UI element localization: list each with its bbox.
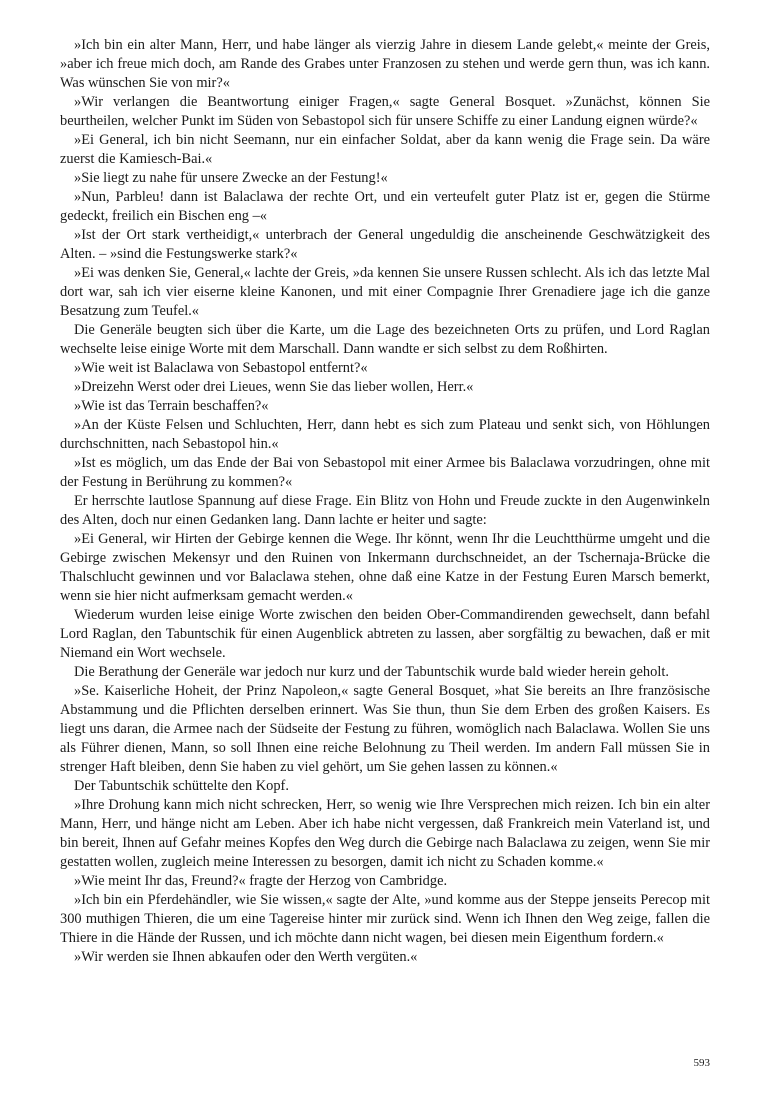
- page-body: [60, 36, 710, 967]
- paragraph: »An der Küste Felsen und Schluchten, Herr, dann hebt es sich zum Plateau und senkt sich, von Höhlungen durchschnitten, nach Sebastopol hin.«: [60, 417, 710, 452]
- paragraph: »Se. Kaiserliche Hoheit, der Prinz Napoleon,« sagte General Bosquet, »hat Sie bereits an Ihre französische Abstammung und die Pflichten derselben erinnert. Was Sie thun, thun Sie dem Erben des großen Kaisers. Es liegt uns daran, die Armee nach der Südseite der Festung zu führen, womöglich nach Balaclawa. Wollen Sie uns als Führer dienen, Mann, so soll Ihnen eine reiche Belohnung zu Theil werden. Im andern Fall müssen Sie in strenger Haft bleiben, denn Sie haben zu viel gehört, um Sie gehen lassen zu können.«: [60, 683, 710, 775]
- paragraph: »Nun, Parbleu! dann ist Balaclawa der rechte Ort, und ein verteufelt guter Platz ist er, gegen die Stürme gedeckt, freilich ein Bischen eng –«: [60, 189, 710, 224]
- paragraph: Wiederum wurden leise einige Worte zwischen den beiden Ober-Commandirenden gewechselt, dann befahl Lord Raglan, den Tabuntschik für einen Augenblick abtreten zu lassen, aber sorgfältig zu bewachen, daß er mit Niemand ein Wort wechsele.: [60, 607, 710, 661]
- paragraph: »Ich bin ein alter Mann, Herr, und habe länger als vierzig Jahre in diesem Lande gelebt,« meinte der Greis, »aber ich freue mich doch, am Rande des Grabes unter Franzosen zu stehen und werde gern thun, was ich kann. Was wünschen Sie von mir?«: [60, 37, 710, 91]
- paragraph: »Dreizehn Werst oder drei Lieues, wenn Sie das lieber wollen, Herr.«: [74, 379, 474, 395]
- paragraph: »Wie weit ist Balaclawa von Sebastopol entfernt?«: [74, 360, 368, 376]
- paragraph: »Ist es möglich, um das Ende der Bai von Sebastopol mit einer Armee bis Balaclawa vorzudringen, ohne mit der Festung in Berührung zu kommen?«: [60, 455, 710, 490]
- paragraph: »Wie ist das Terrain beschaffen?«: [74, 398, 269, 414]
- paragraph: »Sie liegt zu nahe für unsere Zwecke an der Festung!«: [74, 170, 388, 186]
- paragraph: »Ihre Drohung kann mich nicht schrecken, Herr, so wenig wie Ihre Versprechen mich reizen. Ich bin ein alter Mann, Herr, und hänge nicht am Leben. Aber ich habe nicht vergessen, daß Frankreich mein Vaterland ist, und bin bereit, Ihnen auf Gefahr meines Kopfes den Weg durch die Gebirge nach Balaclawa zu zeigen, wenn Sie mir gestatten wollen, zugleich meine Interessen zu besorgen, damit ich nicht zu Schaden komme.«: [60, 797, 710, 870]
- page-number: 593: [693, 1057, 710, 1069]
- paragraph: »Wir verlangen die Beantwortung einiger Fragen,« sagte General Bosquet. »Zunächst, können Sie beurtheilen, welcher Punkt im Süden von Sebastopol sich für unsere Schiffe zu einer Landung eignen würde?«: [60, 94, 710, 129]
- paragraph: »Ei General, wir Hirten der Gebirge kennen die Wege. Ihr könnt, wenn Ihr die Leuchtthürme umgeht und die Gebirge zwischen Mekensyr und den Ruinen von Inkermann durchschneidet, an der Tschernaja-Brücke die Thalschlucht gewinnen und vor Balaclawa stehen, ohne daß eine Katze in der Festung Euren Marsch bemerkt, wenn sie hier nicht aufmerksam gemacht werden.«: [60, 531, 710, 604]
- paragraph: Er herrschte lautlose Spannung auf diese Frage. Ein Blitz von Hohn und Freude zuckte in den Augenwinkeln des Alten, doch nur einen Gedanken lang. Dann lachte er heiter und sagte:: [60, 493, 710, 528]
- paragraph: »Wie meint Ihr das, Freund?« fragte der Herzog von Cambridge.: [74, 873, 448, 889]
- paragraph: »Ei General, ich bin nicht Seemann, nur ein einfacher Soldat, aber da kann wenig die Frage sein. Da wäre zuerst die Kamiesch-Bai.«: [60, 132, 710, 167]
- paragraph: Der Tabuntschik schüttelte den Kopf.: [74, 778, 289, 794]
- paragraph: »Ich bin ein Pferdehändler, wie Sie wissen,« sagte der Alte, »und komme aus der Steppe jenseits Perecop mit 300 muthigen Thieren, die um eine Tagereise hinter mir zurück sind. Wenn ich Ihnen den Weg zeige, fallen die Thiere in die Hände der Russen, und ich möchte dann nicht wagen, bei diesen mein Eigenthum fordern.«: [60, 892, 710, 946]
- paragraph: »Ei was denken Sie, General,« lachte der Greis, »da kennen Sie unsere Russen schlecht. Als ich das letzte Mal dort war, sah ich vier eiserne kleine Kanonen, und mit einer Compagnie Ihrer Grenadiere jage ich die ganze Besatzung zum Teufel.«: [60, 265, 710, 319]
- paragraph: Die Berathung der Generäle war jedoch nur kurz und der Tabuntschik wurde bald wieder herein geholt.: [74, 664, 669, 680]
- paragraph: Die Generäle beugten sich über die Karte, um die Lage des bezeichneten Orts zu prüfen, und Lord Raglan wechselte leise einige Worte mit dem Marschall. Dann wandte er sich selbst zu dem Roßhirten.: [60, 322, 710, 357]
- paragraph: »Wir werden sie Ihnen abkaufen oder den Werth vergüten.«: [74, 949, 418, 965]
- paragraph: »Ist der Ort stark vertheidigt,« unterbrach der General ungeduldig die anscheinende Geschwätzigkeit des Alten. – »sind die Festungswerke stark?«: [60, 227, 710, 262]
